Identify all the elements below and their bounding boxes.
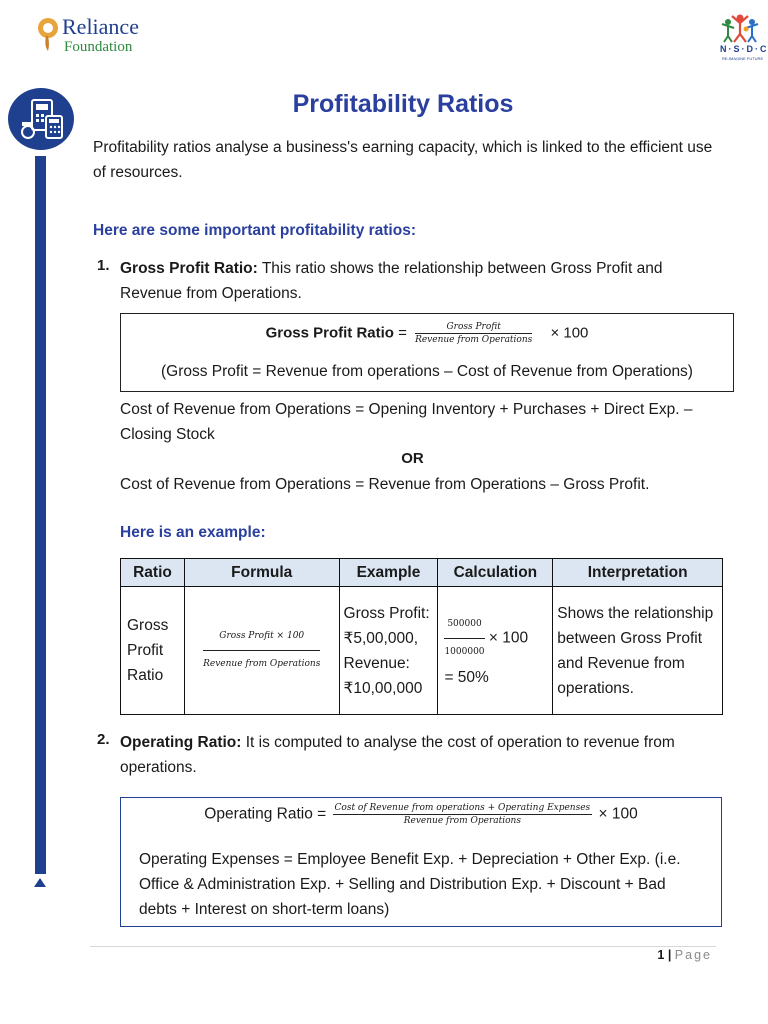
- or-label: OR: [401, 450, 424, 467]
- rail-arrow-icon: [34, 878, 46, 887]
- partner-name: N·S·D·C: [720, 44, 768, 54]
- intro-paragraph: Profitability ratios analyse a business's earning capacity, which is linked to the efficient use of resources.: [93, 139, 713, 181]
- operating-ratio-label: Operating Ratio:: [120, 734, 242, 751]
- fraction-denominator: Revenue from Operations: [203, 659, 321, 669]
- calculation-cell: [438, 587, 553, 715]
- org-subtitle: Foundation: [64, 39, 133, 55]
- table-header-cell: Example: [339, 559, 438, 587]
- cost-of-revenue-line: Cost of Revenue from Operations = Opening Inventory + Purchases + Direct Exp. – Closing Stock: [120, 401, 693, 443]
- table-row: [121, 587, 723, 715]
- table-formula-fraction: [203, 624, 320, 677]
- formula-label: Gross Profit Ratio: [265, 324, 394, 342]
- fraction-numerator: Cost of Revenue from operations + Operating Expenses: [334, 803, 591, 813]
- fraction-denominator: Revenue from Operations: [415, 335, 533, 345]
- formula-equals: =: [398, 324, 407, 342]
- nsdc-logo: [712, 12, 768, 62]
- ratio-cell: Gross Profit Ratio: [121, 587, 185, 715]
- operating-ratio-desc: It is computed to analyse the cost of operation to revenue from operations.: [120, 734, 675, 776]
- footer-divider: [90, 946, 716, 947]
- gross-profit-note: (Gross Profit = Revenue from operations – Cost of Revenue from Operations): [161, 363, 693, 380]
- operating-fraction: [333, 803, 593, 826]
- fraction-numerator: Gross Profit: [415, 322, 532, 334]
- gross-profit-label: Gross Profit Ratio:: [120, 260, 258, 277]
- reliance-foundation-logo: [36, 14, 176, 58]
- table-header-cell: Formula: [184, 559, 339, 587]
- people-icon: [712, 12, 768, 44]
- fraction-numerator: 500000: [444, 612, 484, 639]
- calc-multiplier: × 100: [488, 629, 529, 647]
- formula-cell: [184, 587, 339, 715]
- calculator-icon: [8, 88, 74, 150]
- gross-profit-formula: [121, 322, 733, 345]
- formula-multiplier: × 100: [550, 324, 589, 342]
- formula-multiplier: × 100: [598, 805, 638, 823]
- operating-ratio-formula-box: [120, 797, 722, 927]
- reliance-flame-icon: [36, 16, 60, 52]
- important-ratios-heading: Here are some important profitability ratios:: [93, 222, 416, 239]
- gross-profit-fraction: [415, 322, 532, 345]
- item-number: 2.: [97, 731, 110, 748]
- item-number: 1.: [97, 257, 110, 274]
- cost-of-revenue-alt-line: Cost of Revenue from Operations = Revenue from Operations – Gross Profit.: [120, 476, 650, 493]
- gross-profit-formula-box: [120, 313, 734, 392]
- table-header-row: [121, 559, 723, 587]
- fraction-denominator: 1000000: [444, 646, 485, 657]
- page-number: 1: [657, 948, 665, 962]
- page-label: Page: [674, 948, 712, 962]
- calc-result: = 50%: [444, 668, 489, 686]
- interpretation-cell: Shows the relationship between Gross Profit and Revenue from operations.: [553, 587, 723, 715]
- operating-ratio-description: [120, 730, 720, 780]
- page-separator: |: [667, 948, 672, 962]
- org-name: Reliance: [62, 14, 139, 39]
- example-table: [120, 558, 723, 715]
- example-cell: Gross Profit: ₹5,00,000, Revenue: ₹10,00,000: [339, 587, 438, 715]
- fraction-denominator: Revenue from Operations: [403, 816, 521, 826]
- page-footer: [600, 948, 712, 962]
- calculator-badge: [8, 88, 74, 150]
- partner-tagline: RE-IMAGINE FUTURE: [722, 56, 764, 61]
- fraction-numerator: Gross Profit × 100: [203, 624, 320, 651]
- page-title: Profitability Ratios: [292, 90, 514, 118]
- operating-expenses-note: Operating Expenses = Employee Benefit Exp. + Depreciation + Other Exp. (i.e. Office & Administration Exp. + Selling and Distribution Exp. + Discount + Bad debts + Interest on short-term loans): [139, 851, 681, 918]
- side-rail: [35, 156, 46, 874]
- example-heading: Here is an example:: [120, 524, 266, 541]
- table-header-cell: Ratio: [121, 559, 185, 587]
- table-header-cell: Calculation: [438, 559, 553, 587]
- operating-ratio-formula: [121, 803, 721, 826]
- table-header-cell: Interpretation: [553, 559, 723, 587]
- gross-profit-description: [120, 256, 720, 306]
- formula-label: Operating Ratio =: [204, 805, 327, 823]
- calc-fraction: [444, 612, 484, 665]
- gross-profit-desc: This ratio shows the relationship between Gross Profit and Revenue from Operations.: [120, 260, 663, 302]
